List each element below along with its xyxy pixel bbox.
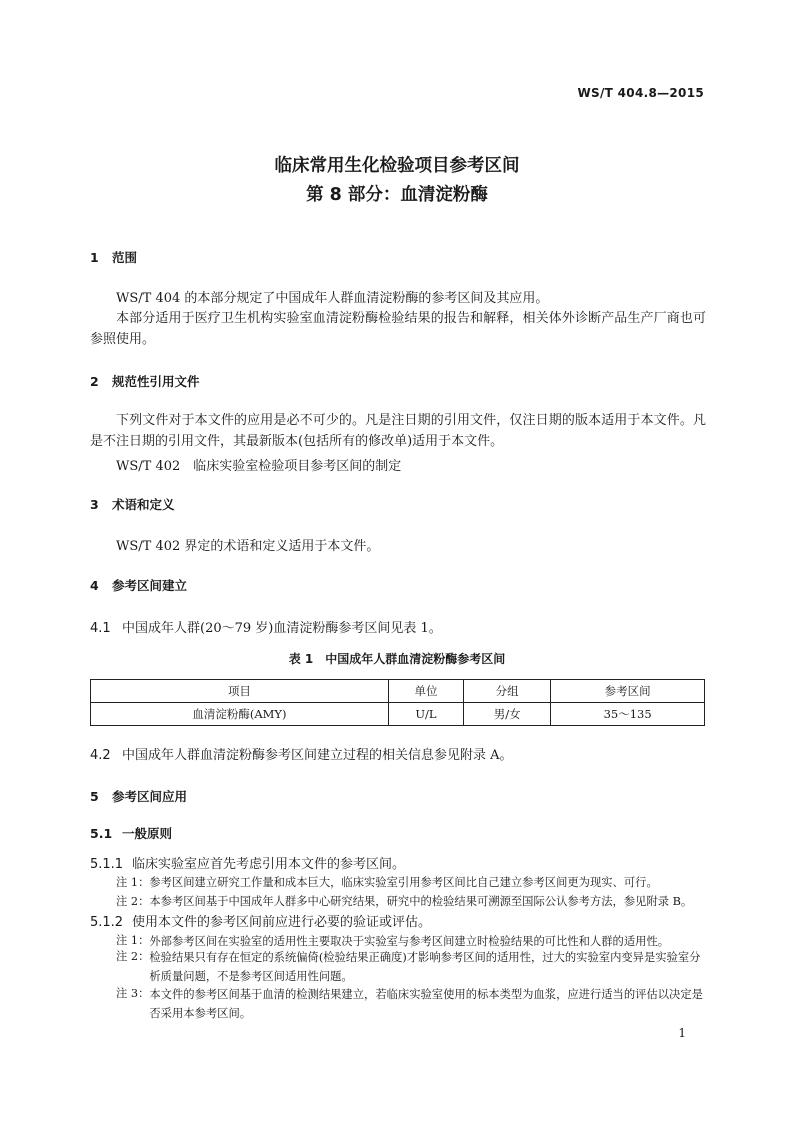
clause-text: 中国成年人群(20～79 岁)血清淀粉酶参考区间见表 1。 [122,621,442,636]
section-4-heading [90,576,187,594]
table-row [91,703,705,726]
table-cell: 血清淀粉酶(AMY) [91,703,389,726]
table-cell: 35～135 [551,703,705,726]
table-header-cell: 单位 [388,680,463,703]
table-1-caption: 表 1 中国成年人群血清淀粉酶参考区间 [288,652,506,666]
section-number: 1 [90,250,99,265]
section-title: 术语和定义 [112,497,175,512]
page-number: 1 [678,1026,686,1040]
section-title: 参考区间应用 [112,789,188,804]
section-number: 4 [90,578,99,593]
clause-number: 5.1 [90,826,113,841]
note-label: 注 1： [116,934,150,947]
table-header-cell: 参考区间 [551,680,705,703]
section-3-heading [90,495,175,513]
reference-interval-table [90,679,705,726]
section-5-heading [90,787,187,805]
clause-text: 使用本文件的参考区间前应进行必要的验证或评估。 [132,915,432,930]
clause-text: 临床实验室应首先考虑引用本文件的参考区间。 [132,857,406,872]
clause-4-2 [90,744,513,763]
section-title: 范围 [112,250,138,265]
note-text: 本文件的参考区间基于血清的检测结果建立，若临床实验室使用的标本类型为血浆，应进行适当的评估以决定是否采用本参考区间。 [149,988,703,1020]
clause-number: 5.1.1 [90,857,124,872]
note-item [116,985,709,1023]
table-header-row [91,680,705,703]
section-number: 2 [90,374,99,389]
note-text: 检验结果只有存在恒定的系统偏倚(检验结果正确度)才影响参考区间的适用性，过大的实验室内变异是实验室分析质量问题，不是参考区间适用性问题。 [149,951,701,983]
clause-number: 4.1 [90,621,111,636]
clause-4-1 [90,617,442,636]
section-2-para-1: 下列文件对于本文件的应用是必不可少的。凡是注日期的引用文件，仅注日期的版本适用于本文件。凡是不注日期的引用文件，其最新版本(包括所有的修改单)适用于本文件。 [90,413,706,449]
normative-reference: WS/T 402 临床实验室检验项目参考区间的制定 [116,459,402,474]
table-header-cell: 分组 [464,680,551,703]
document-title: 临床常用生化检验项目参考区间 [274,156,520,176]
section-1-para-1: WS/T 404 的本部分规定了中国成年人群血清淀粉酶的参考区间及其应用。 [116,291,549,306]
section-title: 参考区间建立 [112,578,188,593]
section-3-para-1: WS/T 402 界定的术语和定义适用于本文件。 [116,539,380,554]
table-header-cell: 项目 [91,680,389,703]
clause-5-1-1 [90,853,405,872]
table-cell: U/L [388,703,463,726]
note-item [116,948,709,986]
clause-number: 4.2 [90,748,111,763]
section-1-heading [90,248,137,266]
clause-5-1-2 [90,911,431,930]
section-2-heading [90,372,200,390]
clause-5-1-heading [90,824,172,842]
section-1-para-2: 本部分适用于医疗卫生机构实验室血清淀粉酶检验结果的报告和解释，相关体外诊断产品生产厂商也可参照使用。 [90,311,706,347]
section-title: 规范性引用文件 [112,374,200,389]
clause-number: 5.1.2 [90,915,124,930]
clause-text: 中国成年人群血清淀粉酶参考区间建立过程的相关信息参见附录 A。 [122,748,513,763]
note-label: 注 3： [116,987,150,1000]
table-cell: 男/女 [464,703,551,726]
note-label: 注 2： [116,950,150,963]
document-subtitle: 第 8 部分：血清淀粉酶 [306,185,488,205]
standard-code-header: WS/T 404.8—2015 [577,86,704,100]
section-number: 5 [90,789,99,804]
section-number: 3 [90,497,99,512]
note-text: 外部参考区间在实验室的适用性主要取决于实验室与参考区间建立时检验结果的可比性和人群的适用性。 [149,935,670,948]
note-item: 注 1：参考区间建立研究工作量和成本巨大，临床实验室引用参考区间比自己建立参考区间更为现实、可行。 [116,876,658,889]
note-item: 注 2：本参考区间基于中国成年人群多中心研究结果，研究中的检验结果可溯源至国际公认参考方法，参见附录 B。 [116,895,693,908]
clause-title: 一般原则 [122,826,173,841]
